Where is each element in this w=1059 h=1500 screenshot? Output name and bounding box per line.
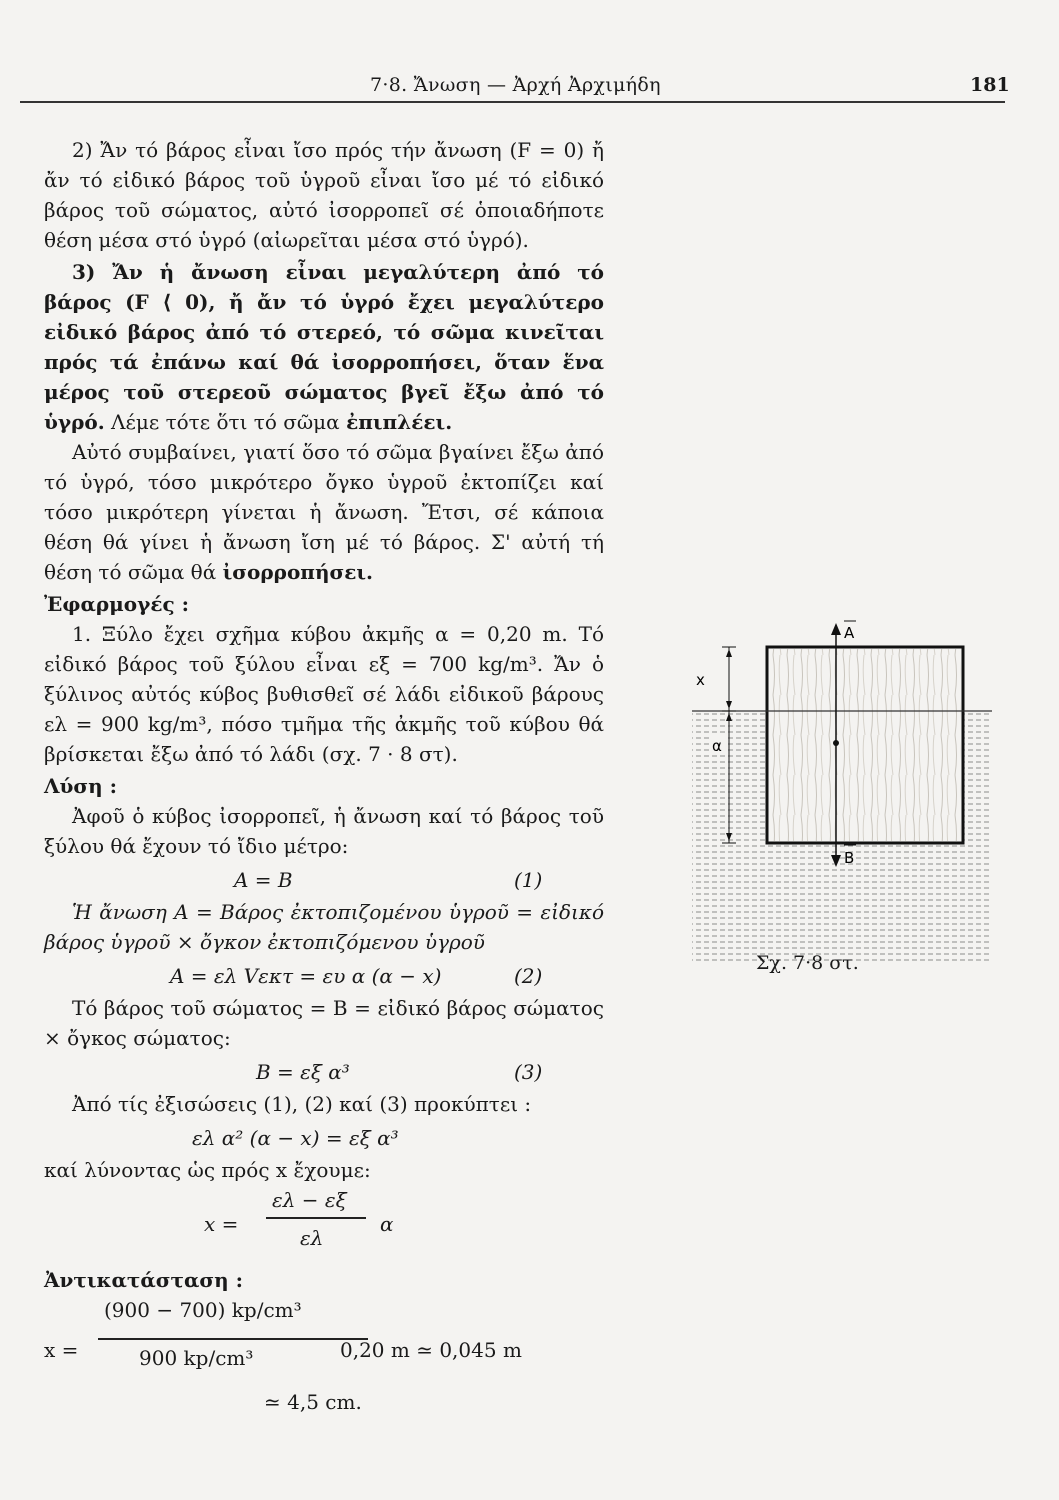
substitution-formula (44, 1295, 604, 1420)
equation-2 (44, 957, 604, 993)
paragraph-case-3 (44, 257, 604, 437)
application-1: 1. Ξύλο ἔχει σχῆμα κύβου ἀκμῆς α = 0,20 m. Τό εἰδικό βάρος τοῦ ξύλου εἶναι εξ = 700 kg/m³. Ἄν ὁ ξύλινος αὐτός κύβος βυθισθεῖ σέ λάδι εἰδικοῦ βάρους ελ = 900 kg/m³, πόσο τμῆμα τῆς ἀκμῆς τοῦ κύβου θά βρίσκεται ἔξω ἀπό τό λάδι (σχ. 7 · 8 στ). (44, 622, 604, 766)
solution-text-1: Ἀφοῦ ὁ κύβος ἰσορροπεῖ, ἡ ἄνωση καί τό βάρος τοῦ ξύλου θά ἔχουν τό ἴδιο μέτρο: (44, 804, 604, 858)
paragraph-case-2: 2) Ἄν τό βάρος εἶναι ἴσο πρός τήν ἄνωση (F = 0) ἤ ἄν τό εἰδικό βάρος τοῦ ὑγροῦ εἶναι ἴσο μέ τό εἰδικό βάρος τοῦ σώματος, αὐτό ἰσορροπεῖ σέ ὁποιαδήποτε θέση μέσα στό ὑγρό (αἰωρεῖται μέσα στό ὑγρό). (44, 138, 604, 252)
substitution-result-m: 0,20 m ≃ 0,045 m (340, 1338, 522, 1362)
equation-3-expr: B = εξ α³ (256, 1060, 350, 1084)
dim-arrow-top (726, 649, 732, 657)
running-header (0, 60, 1059, 110)
formula-numerator: ελ − εξ (272, 1188, 347, 1212)
equation-4-expr: ελ α² (α − x) = εξ α³ (192, 1126, 399, 1150)
equation-1 (44, 861, 604, 897)
formula-fraction-bar (266, 1217, 366, 1219)
equation-3 (44, 1053, 604, 1089)
explanation-keyword: ἰσορροπήσει. (222, 560, 374, 584)
solution-text-3: Τό βάρος τοῦ σώματος = B = εἰδικό βάρος σώματος × ὄγκος σώματος: (44, 996, 604, 1050)
equation-1-number: (1) (514, 868, 543, 892)
equation-2-expr: A = ελ Vεκτ = ευ α (α − x) (170, 964, 442, 988)
case-3-keyword: ἐπιπλέει. (346, 410, 453, 434)
equation-2-number: (2) (514, 964, 543, 988)
main-column (44, 135, 604, 1420)
explanation-text: Αὐτό συμβαίνει, γιατί ὅσο τό σῶμα βγαίνει ἔξω ἀπό τό ὑγρό, τόσο μικρότερο ὄγκο ὑγροῦ ἐκτοπίζει καί τόσο μικρότερη γίνεται ἡ ἄνωση. Ἔτσι, σέ κάποια θέση θά γίνει ἡ ἄνωση ἴση μέ τό βάρος. Σ' αὐτή τή θέση τό σῶμα θά (44, 440, 604, 584)
equation-1-expr: A = B (234, 868, 293, 892)
formula-factor: α (380, 1212, 394, 1236)
solution-text-4: Ἀπό τίς ἐξισώσεις (1), (2) καί (3) προκύπτει : (72, 1092, 532, 1116)
force-A-arrow (831, 623, 841, 635)
substitution-heading: Ἀντικατάσταση : (44, 1268, 243, 1292)
equation-3-number: (3) (514, 1060, 543, 1084)
solution-heading: Λύση : (44, 774, 118, 798)
formula-lhs: x = (204, 1212, 239, 1236)
substitution-numerator: (900 − 700) kp/cm³ (104, 1298, 302, 1322)
dim-arrow-mid-up (726, 701, 732, 709)
substitution-fraction-bar (98, 1338, 368, 1340)
equation-4 (44, 1119, 604, 1155)
label-force-B: B (844, 849, 855, 867)
solution-text-5: καί λύνοντας ὡς πρός x ἔχουμε: (44, 1158, 371, 1182)
figure-caption: Σχ. 7·8 στ. (756, 952, 859, 974)
substitution-result-cm: ≃ 4,5 cm. (264, 1390, 362, 1414)
wood-grain (769, 649, 961, 841)
label-x: x (696, 671, 705, 689)
case-3-tail: Λέμε τότε ὅτι τό σῶμα (111, 410, 340, 434)
section-title: 7·8. Ἄνωση — Ἀρχή Ἀρχιμήδη (370, 74, 661, 96)
figure-floating-cube (672, 615, 992, 975)
substitution-lhs: x = (44, 1338, 79, 1362)
substitution-denominator: 900 kp/cm³ (139, 1346, 254, 1370)
applications-heading: Ἐφαρμογές : (44, 592, 189, 616)
header-rule (20, 101, 1005, 103)
solution-formula (44, 1185, 604, 1263)
formula-denominator: ελ (300, 1226, 324, 1250)
label-a: α (712, 737, 722, 755)
label-force-A: A (844, 624, 855, 642)
paragraph-explanation (44, 437, 604, 587)
solution-text-2: Ἡ ἄνωση A = Βάρος ἐκτοπιζομένου ὑγροῦ = εἰδικό βάρος ὑγροῦ × ὄγκον ἐκτοπιζόμενου ὑγροῦ (44, 900, 604, 954)
center-point (833, 740, 839, 746)
case-3-bold: 3) Ἄν ἡ ἄνωση εἶναι μεγαλύτερη ἀπό τό βάρος (F ⟨ 0), ἤ ἄν τό ὑγρό ἔχει μεγαλύτερο εἰδικό βάρος ἀπό τό στερεό, τό σῶμα κινεῖται πρός τά ἐπάνω καί θά ἰσορροπήσει, ὅταν ἕνα μέρος τοῦ στερεοῦ σώματος βγεῖ ἔξω ἀπό τό ὑγρό. (44, 260, 604, 434)
page-number: 181 (970, 74, 1010, 96)
